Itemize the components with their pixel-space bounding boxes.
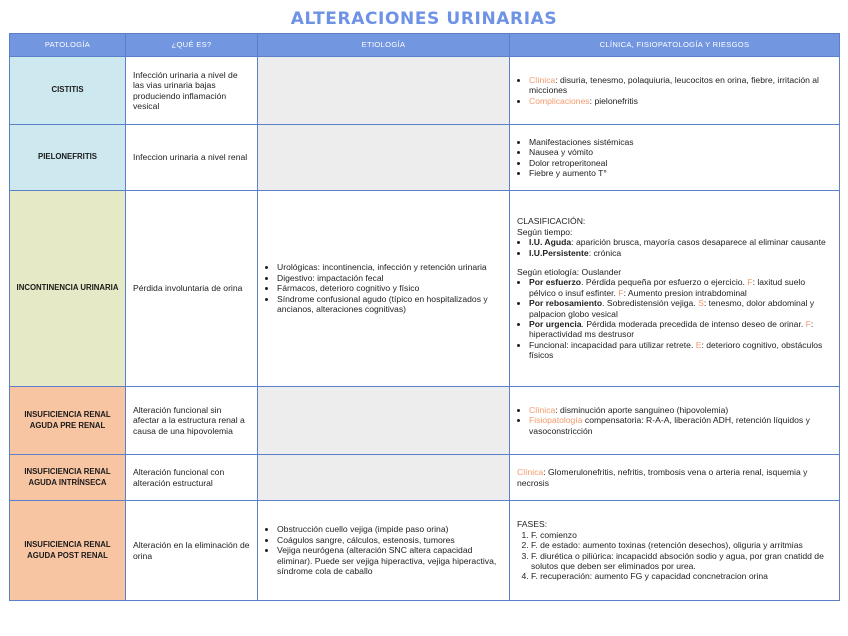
clinical-text: Funcional: incapacidad para utilizar retrete.: [529, 339, 696, 350]
definition-cell: Alteración funcional sin afectar a la estructura renal a causa de una hipovolemia: [126, 387, 258, 455]
term: I.U.Persistente: [529, 247, 589, 258]
header-clinica: CLÍNICA, FISIOPATOLOGÍA Y RIESGOS: [510, 34, 840, 57]
row-incontinencia: [10, 191, 840, 387]
clinical-item: [529, 405, 832, 415]
etiology-item: • Síndrome confusional agudo (típico en hospitalizados y ancianos, alteraciones cognitivas): [277, 294, 502, 315]
definition-cell: Infeccion urinaria a nivel renal: [126, 125, 258, 191]
definition-cell: Pérdida involuntaria de orina: [126, 191, 258, 387]
phase-item: 4. F. recuperación: aumento FG y capacidad concnetracion orina: [531, 571, 832, 581]
etiology-cell-empty: [258, 125, 510, 191]
clinical-text: : disminución aporte sanguineo (hipovolemia): [555, 404, 729, 415]
tag-s: S: [698, 298, 704, 309]
clinical-item: [529, 96, 832, 106]
etiology-cell: [258, 501, 510, 601]
pathology-name: INSUFICIENCIA RENAL AGUDA PRE RENAL: [10, 387, 126, 455]
clinical-text: . Sobredistensión vejiga.: [602, 298, 699, 309]
clinical-text: : crónica: [588, 247, 622, 258]
header-row: [10, 34, 840, 57]
tag-e: E: [695, 339, 702, 350]
label-complicaciones: Complicaciones: [529, 95, 590, 106]
phase-item: 3. F. diurética o piliúrica: incapacidd absoción sodio y agua, por gran cnatidd de solutos que deben ser eliminados por urea.: [531, 551, 832, 572]
term: Por esfuerzo: [529, 277, 582, 288]
clinical-item: [529, 248, 832, 258]
definition-cell: Alteración en la eliminación de orina: [126, 501, 258, 601]
fases-heading: FASES:: [517, 519, 548, 530]
header-que-es: ¿QUÉ ES?: [126, 34, 258, 57]
clinical-text: : disuria, tenesmo, polaquiuria, leucocitos en orina, fiebre, irritación al micciones: [529, 74, 819, 96]
term: I.U. Aguda: [529, 237, 572, 248]
clinical-item: • Manifestaciones sistémicas: [529, 137, 832, 147]
clinical-cell: [510, 387, 840, 455]
clinical-text: : Aumento presion intrabdominal: [623, 287, 747, 298]
term: Por rebosamiento: [529, 298, 603, 309]
clinical-text: : aparición brusca, mayoría casos desaparece al eliminar causante: [571, 237, 826, 248]
pathology-name: INSUFICIENCIA RENAL AGUDA POST RENAL: [10, 501, 126, 601]
clasificacion-heading: CLASIFICACIÓN:: [517, 216, 586, 227]
phase-item: 2. F. de estado: aumento toxinas (retención desechos), oliguria y arritmias: [531, 540, 832, 550]
etiology-cell-empty: [258, 387, 510, 455]
header-patologia: PATOLOGÍA: [10, 34, 126, 57]
pathology-name: INCONTINENCIA URINARIA: [10, 191, 126, 387]
clinical-cell: [510, 191, 840, 387]
phase-item: 1. F. comienzo: [531, 530, 832, 540]
tag-f: F: [805, 319, 811, 330]
clinical-item: [529, 237, 832, 247]
clinical-cell: [510, 455, 840, 501]
row-ira-prerenal: [10, 387, 840, 455]
etiology-item: • Coágulos sangre, cálculos, estenosis, tumores: [277, 535, 502, 545]
clinical-item: [529, 277, 832, 298]
clinical-text: : pielonefritis: [589, 95, 638, 106]
clinical-item: [529, 340, 832, 361]
tag-f: F: [618, 287, 624, 298]
clinical-text: : Glomerulonefritis, nefritis, trombosis vena o arteria renal, isquemia y necrosis: [517, 467, 808, 488]
clinical-text: : hiperactividad ms destrusor: [529, 319, 814, 340]
clinical-text: : tenesmo, dolor abdominal y palpacion globo vesical: [529, 298, 815, 319]
term: Por urgencia: [529, 319, 582, 330]
clinical-item: • Fiebre y aumento T°: [529, 168, 832, 178]
etiology-cell: [258, 191, 510, 387]
etiology-item: • Obstrucción cuello vejiga (impide paso orina): [277, 524, 502, 534]
clinical-item: • Nausea y vómito: [529, 147, 832, 157]
clinical-text: : laxitud suelo pélvico o insuf esfinter.: [529, 277, 806, 298]
pathology-name: INSUFICIENCIA RENAL AGUDA INTRÍNSECA: [10, 455, 126, 501]
etiology-item: • Vejiga neurógena (alteración SNC altera capacidad eliminar). Puede ser vejiga hiperactiva, vejiga hiperactiva, síndrome cola de caballo: [277, 545, 502, 576]
etiology-item: • Digestivo: impactación fecal: [277, 273, 502, 283]
row-pielonefritis: [10, 125, 840, 191]
etiology-cell-empty: [258, 57, 510, 125]
header-etiologia: ETIOLOGÍA: [258, 34, 510, 57]
etiology-cell-empty: [258, 455, 510, 501]
definition-cell: Infección urinaria a nivel de las vias urinaria bajas produciendo inflamación vesical: [126, 57, 258, 125]
clinical-item: [529, 415, 832, 436]
row-ira-postrenal: [10, 501, 840, 601]
etiology-item: • Urológicas: incontinencia, infección y retención urinaria: [277, 262, 502, 272]
clinical-item: [529, 75, 832, 96]
clinical-text: . Pérdida moderada precedida de intenso deseo de orinar.: [581, 319, 806, 330]
clinical-cell: [510, 125, 840, 191]
row-ira-intrinseca: [10, 455, 840, 501]
clinical-text: compensatoria: R-A-A, liberación ADH, retención líquidos y vasoconstricción: [529, 415, 810, 436]
clinical-item: [529, 298, 832, 319]
urinary-disorders-table: [9, 33, 840, 601]
label-clinica: Clínica: [529, 404, 556, 415]
segun-tiempo-heading: Según tiempo:: [517, 226, 573, 237]
clinical-text: . Pérdida pequeña por esfuerzo o ejercicio.: [581, 277, 748, 288]
segun-etiologia-heading: Según etiología: Ouslander: [517, 266, 622, 277]
pathology-name: PIELONEFRITIS: [10, 125, 126, 191]
label-clinica: Clínica: [517, 467, 544, 478]
clinical-cell: [510, 501, 840, 601]
label-clinica: Clínica: [529, 74, 556, 85]
pathology-name: CISTITIS: [10, 57, 126, 125]
definition-cell: Alteración funcional con alteración estructural: [126, 455, 258, 501]
clinical-item: [529, 319, 832, 340]
row-cistitis: [10, 57, 840, 125]
clinical-text: : deterioro cognitivo, obstáculos físicos: [529, 339, 823, 361]
clinical-item: • Dolor retroperitoneal: [529, 158, 832, 168]
clinical-cell: [510, 57, 840, 125]
page-title: ALTERACIONES URINARIAS: [290, 9, 558, 29]
etiology-item: • Fármacos, deterioro cognitivo y físico: [277, 283, 502, 293]
tag-f: F: [747, 277, 753, 288]
label-fisiopatologia: Fisiopatología: [529, 415, 583, 426]
